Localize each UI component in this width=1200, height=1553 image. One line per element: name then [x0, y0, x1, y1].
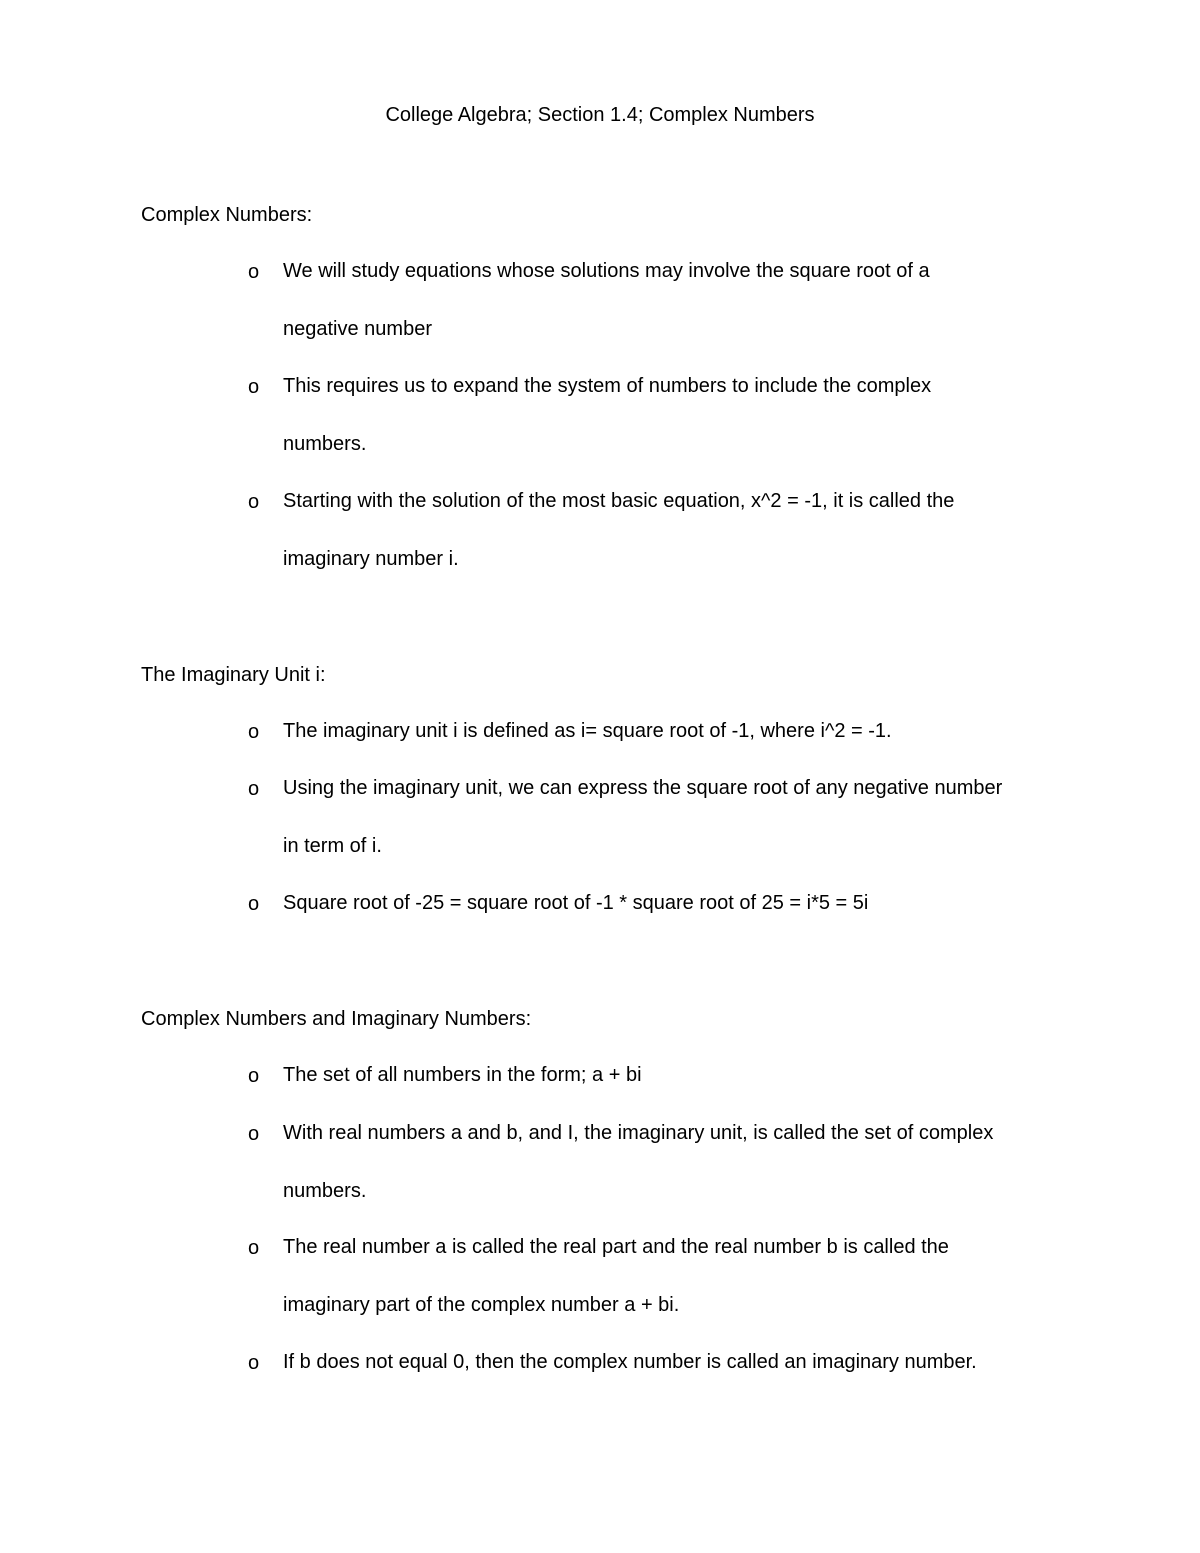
bullet-line: numbers.	[283, 432, 367, 455]
bullet-marker: o	[248, 261, 260, 283]
bullet-text	[283, 1219, 1073, 1334]
bullet-line: The imaginary unit i is defined as i= square root of -1, where i^2 = -1.	[283, 720, 892, 743]
section-heading-complex-and-imaginary: Complex Numbers and Imaginary Numbers:	[141, 1008, 532, 1030]
bullet-line: If b does not equal 0, then the complex number is called an imaginary number.	[283, 1351, 977, 1374]
bullet-text	[283, 243, 1073, 358]
bullet-line: Starting with the solution of the most basic equation, x^2 = -1, it is called the	[283, 490, 955, 513]
bullet-marker: o	[248, 491, 260, 513]
bullet-line: Square root of -25 = square root of -1 * square root of 25 = i*5 = 5i	[283, 892, 869, 915]
bullet-marker: o	[248, 376, 260, 398]
bullet-line: The real number a is called the real part and the real number b is called the	[283, 1236, 949, 1259]
section-heading-imaginary-unit: The Imaginary Unit i:	[141, 664, 326, 686]
bullet-text	[283, 875, 1073, 933]
bullet-marker: o	[248, 1352, 260, 1374]
bullet-text	[283, 358, 1073, 473]
bullet-line: With real numbers a and b, and I, the imaginary unit, is called the set of complex	[283, 1122, 994, 1145]
bullet-text	[283, 473, 1073, 588]
bullet-marker: o	[248, 893, 260, 915]
bullet-line: negative number	[283, 317, 432, 340]
bullet-line: This requires us to expand the system of numbers to include the complex	[283, 375, 932, 398]
bullet-marker: o	[248, 1237, 260, 1259]
bullet-text	[283, 760, 1073, 875]
bullet-marker: o	[248, 1065, 260, 1087]
bullet-text	[283, 1047, 1073, 1105]
bullet-line: We will study equations whose solutions may involve the square root of a	[283, 260, 930, 283]
bullet-marker: o	[248, 1123, 260, 1145]
bullet-marker: o	[248, 721, 260, 743]
bullet-text	[283, 1105, 1073, 1220]
bullet-line: Using the imaginary unit, we can express the square root of any negative number	[283, 777, 1003, 800]
bullet-line: imaginary part of the complex number a + bi.	[283, 1293, 680, 1316]
bullet-text	[283, 1334, 1073, 1392]
bullet-line: in term of i.	[283, 834, 382, 857]
bullet-line: imaginary number i.	[283, 547, 459, 570]
bullet-marker: o	[248, 778, 260, 800]
section-heading-complex-numbers: Complex Numbers:	[141, 204, 313, 226]
bullet-line: numbers.	[283, 1179, 367, 1202]
bullet-text	[283, 703, 1073, 761]
document-title: College Algebra; Section 1.4; Complex Numbers	[385, 104, 815, 126]
bullet-line: The set of all numbers in the form; a + bi	[283, 1064, 642, 1087]
